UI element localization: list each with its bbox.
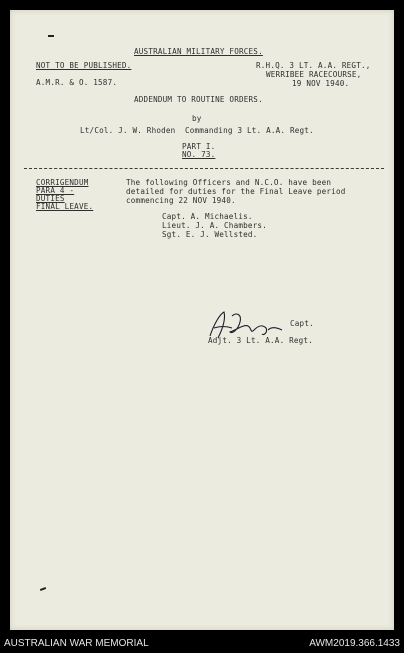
signature-title: Adjt. 3 Lt. A.A. Regt.	[208, 336, 313, 345]
officer-entry: Sgt. E. J. Wellsted.	[162, 230, 258, 239]
order-number: NO. 73.	[182, 150, 216, 159]
order-date: 19 NOV 1940.	[292, 79, 350, 88]
margin-note: PARA 4 -	[36, 186, 75, 195]
footer-credit: AUSTRALIAN WAR MEMORIAL	[4, 638, 149, 649]
margin-note: CORRIGENDUM	[36, 178, 89, 187]
hq-line-2: WERRIBEE RACECOURSE,	[266, 70, 362, 79]
body-line: The following Officers and N.C.O. have been	[126, 178, 332, 187]
amr-reference: A.M.R. & O. 1587.	[36, 78, 118, 87]
by-word: by	[192, 114, 202, 123]
body-line: detailed for duties for the Final Leave period	[126, 187, 346, 196]
document-page	[10, 10, 394, 630]
officer-entry: Lieut. J. A. Chambers.	[162, 221, 267, 230]
commander-line: Lt/Col. J. W. Rhoden Commanding 3 Lt. A.A. Regt.	[80, 126, 314, 135]
hq-line-1: R.H.Q. 3 LT. A.A. REGT.,	[256, 61, 371, 70]
margin-note: DUTIES	[36, 194, 65, 203]
ink-mark	[40, 587, 46, 591]
not-published-notice: NOT TO BE PUBLISHED.	[36, 61, 132, 70]
body-line: commencing 22 NOV 1940.	[126, 196, 236, 205]
section-divider	[24, 168, 384, 169]
officer-entry: Capt. A. Michaelis.	[162, 212, 253, 221]
signature-rank: Capt.	[290, 319, 314, 328]
addendum-title: ADDENDUM TO ROUTINE ORDERS.	[134, 95, 263, 104]
footer-accession-number: AWM2019.366.1433	[309, 638, 400, 649]
org-heading: AUSTRALIAN MILITARY FORCES.	[134, 47, 263, 56]
ink-mark	[48, 35, 54, 37]
margin-note: FINAL LEAVE.	[36, 202, 94, 211]
part-label: PART I.	[182, 142, 216, 151]
